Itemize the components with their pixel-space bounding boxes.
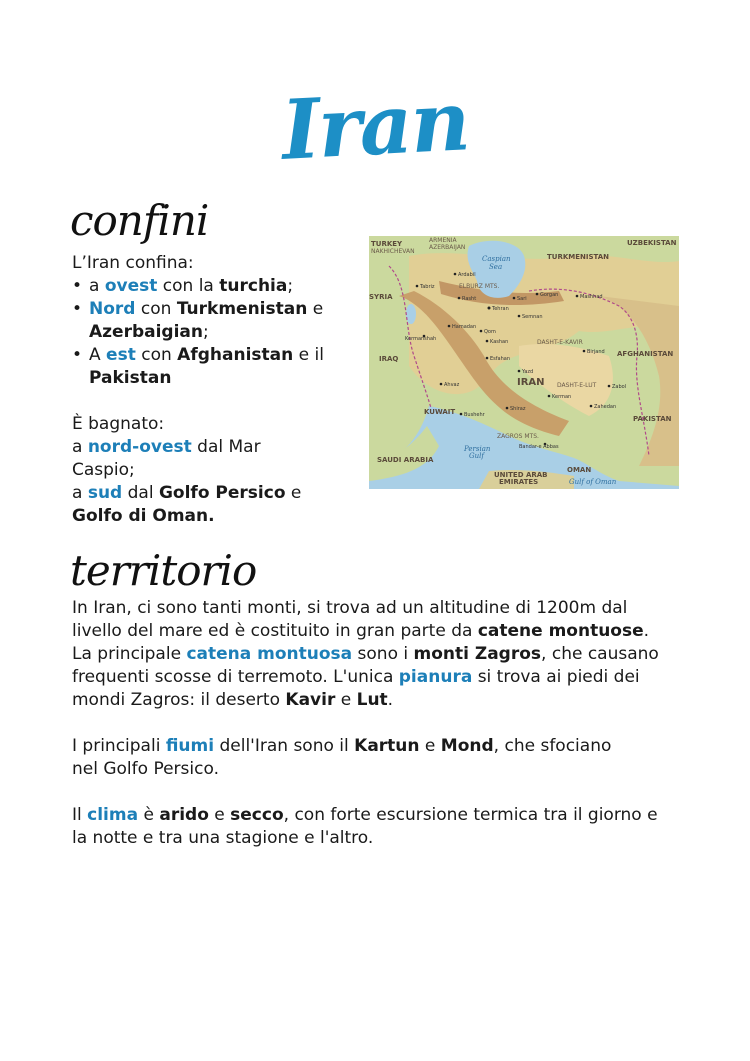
svg-text:Zabol: Zabol — [612, 384, 627, 390]
svg-text:IRAN: IRAN — [517, 377, 545, 388]
confini-text — [72, 252, 362, 528]
svg-text:UNITED ARAB: UNITED ARAB — [494, 471, 548, 479]
svg-text:EMIRATES: EMIRATES — [499, 478, 539, 486]
svg-text:Gorgan: Gorgan — [540, 292, 559, 298]
svg-text:Rasht: Rasht — [462, 296, 477, 302]
section-heading-confini: confini — [70, 196, 209, 245]
svg-text:SYRIA: SYRIA — [369, 293, 393, 301]
svg-text:Mashhad: Mashhad — [580, 294, 603, 300]
svg-text:Ardabil: Ardabil — [458, 272, 476, 278]
svg-text:DASHT-E-KAVIR: DASHT-E-KAVIR — [537, 339, 583, 346]
paragraph-clima: Il clima è arido e secco, con forte escursione termica tra il giorno e la notte e tra una stagione e l'altro. — [72, 805, 658, 848]
list-item: • Nord con Turkmenistan e Azerbaigian; — [72, 298, 362, 344]
svg-text:Kerman: Kerman — [552, 394, 572, 400]
svg-text:Tehran: Tehran — [492, 306, 509, 312]
svg-text:NAKHICHEVAN: NAKHICHEVAN — [371, 248, 415, 255]
section-heading-territorio: territorio — [70, 546, 257, 595]
svg-text:Semnan: Semnan — [522, 314, 543, 320]
confini-intro: L’Iran confina: — [72, 253, 194, 273]
paragraph-altitudine: In Iran, ci sono tanti monti, si trova ad un altitudine di 1200m dal livello del mare ed è costituito in gran parte da catene montuose. — [72, 598, 650, 641]
svg-text:AFGHANISTAN: AFGHANISTAN — [617, 350, 674, 358]
svg-text:Ahvaz: Ahvaz — [444, 382, 460, 388]
bagnato-line-2: a sud dal Golfo Persico e Golfo di Oman. — [72, 483, 302, 526]
svg-text:OMAN: OMAN — [567, 466, 592, 474]
svg-text:KUWAIT: KUWAIT — [424, 408, 456, 416]
svg-text:AZERBAIJAN: AZERBAIJAN — [429, 244, 466, 251]
svg-text:Hamadan: Hamadan — [452, 324, 477, 330]
iran-map — [369, 236, 679, 489]
svg-text:PAKISTAN: PAKISTAN — [633, 415, 672, 423]
svg-text:Bandar-e Abbas: Bandar-e Abbas — [519, 444, 559, 450]
svg-text:TURKEY: TURKEY — [371, 240, 403, 248]
svg-text:Zahedan: Zahedan — [594, 404, 617, 410]
svg-text:Birjand: Birjand — [587, 349, 605, 355]
svg-text:Esfahan: Esfahan — [490, 356, 510, 362]
territorio-text — [72, 597, 682, 850]
svg-text:TURKMENISTAN: TURKMENISTAN — [547, 253, 610, 261]
confini-list — [72, 275, 362, 390]
svg-text:Gulf: Gulf — [469, 452, 484, 460]
svg-text:SAUDI ARABIA: SAUDI ARABIA — [377, 456, 434, 464]
svg-text:Sari: Sari — [517, 296, 527, 302]
bagnato-line-1: a nord-ovest dal Mar Caspio; — [72, 437, 261, 480]
list-item: • a ovest con la turchia; — [72, 275, 362, 298]
svg-text:ZAGROS MTS.: ZAGROS MTS. — [497, 433, 539, 440]
svg-text:ARMENIA: ARMENIA — [429, 237, 457, 244]
svg-text:Yazd: Yazd — [522, 369, 534, 375]
svg-text:Shiraz: Shiraz — [510, 406, 526, 412]
svg-text:DASHT-E-LUT: DASHT-E-LUT — [557, 382, 597, 389]
svg-text:Kermanshah: Kermanshah — [405, 336, 437, 342]
svg-text:Persian: Persian — [464, 445, 491, 453]
svg-text:Kashan: Kashan — [490, 339, 509, 345]
svg-text:Gulf of Oman: Gulf of Oman — [569, 478, 617, 486]
svg-text:Qom: Qom — [484, 329, 496, 335]
paragraph-fiumi: I principali fiumi dell'Iran sono il Kartun e Mond, che sfociano nel Golfo Persico. — [72, 736, 612, 779]
map-graphic — [369, 236, 679, 489]
page-title: Iran — [279, 73, 471, 179]
svg-text:IRAQ: IRAQ — [379, 355, 399, 363]
svg-text:Tabriz: Tabriz — [420, 284, 435, 290]
svg-text:ELBURZ MTS.: ELBURZ MTS. — [459, 283, 500, 290]
svg-text:Caspian: Caspian — [482, 255, 511, 263]
paragraph-zagros: La principale catena montuosa sono i monti Zagros, che causano frequenti scosse di terremoto. L'unica pianura si trova ai piedi dei mondi Zagros: il deserto Kavir e Lut. — [72, 644, 659, 710]
svg-text:Bushehr: Bushehr — [464, 412, 485, 418]
list-item: • A est con Afghanistan e il Pakistan — [72, 344, 362, 390]
svg-text:Sea: Sea — [489, 263, 503, 271]
svg-text:UZBEKISTAN: UZBEKISTAN — [627, 239, 677, 247]
bagnato-intro: È bagnato: — [72, 414, 165, 434]
